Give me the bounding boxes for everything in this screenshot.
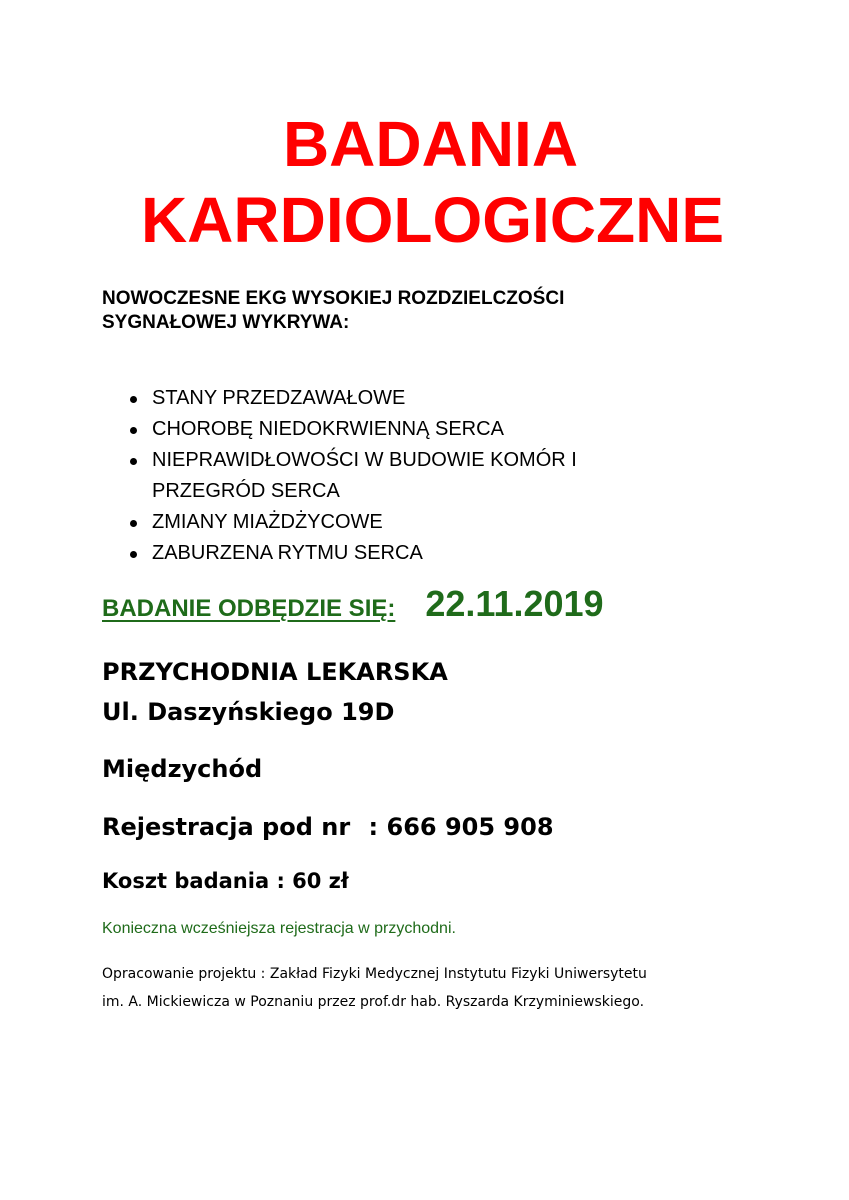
bullet-icon xyxy=(130,396,137,403)
registration xyxy=(102,815,554,839)
list-item-text-continued: PRZEGRÓD SERCA xyxy=(152,480,340,502)
clinic-city: Międzychód xyxy=(102,755,263,783)
findings-list xyxy=(102,383,702,569)
intro-line-1: NOWOCZESNE EKG WYSOKIEJ ROZDZIELCZOŚCI xyxy=(102,288,565,309)
exam-date-value: 22.11.2019 xyxy=(425,583,604,624)
list-item-text: ZMIANY MIAŻDŻYCOWE xyxy=(152,511,383,533)
bullet-icon xyxy=(130,458,137,465)
list-item-text: STANY PRZEDZAWAŁOWE xyxy=(152,387,406,409)
registration-label: Rejestracja pod nr xyxy=(102,813,351,841)
intro-line-2: SYGNAŁOWEJ WYKRYWA: xyxy=(102,312,350,333)
project-credits xyxy=(102,960,762,1016)
registration-separator: : xyxy=(368,813,379,841)
exam-date-label: BADANIE ODBĘDZIE SIĘ: xyxy=(102,595,396,622)
registration-phone: 666 905 908 xyxy=(386,813,554,841)
list-item xyxy=(102,445,702,507)
title-line-2: KARDIOLOGICZNE xyxy=(140,184,725,256)
bullet-icon xyxy=(130,551,137,558)
registration-note: Konieczna wcześniejsza rejestracja w przychodni. xyxy=(102,920,456,937)
exam-date xyxy=(102,583,604,625)
clinic-street: Ul. Daszyńskiego 19D xyxy=(102,698,395,726)
exam-cost: Koszt badania : 60 zł xyxy=(102,869,349,893)
credits-line-1: Opracowanie projektu : Zakład Fizyki Medycznej Instytutu Fizyki Uniwersytetu xyxy=(102,966,647,982)
title-line-1: BADANIA xyxy=(282,108,579,180)
bullet-icon xyxy=(130,520,137,527)
bullet-icon xyxy=(130,427,137,434)
list-item xyxy=(102,383,702,414)
clinic-name: PRZYCHODNIA LEKARSKA xyxy=(102,658,448,686)
list-item xyxy=(102,507,702,538)
intro-text xyxy=(102,287,564,335)
credits-line-2: im. A. Mickiewicza w Poznaniu przez prof.dr hab. Ryszarda Krzyminiewskiego. xyxy=(102,994,645,1010)
list-item-text: NIEPRAWIDŁOWOŚCI W BUDOWIE KOMÓR I xyxy=(152,449,577,471)
list-item-text: CHOROBĘ NIEDOKRWIENNĄ SERCA xyxy=(152,418,504,440)
list-item xyxy=(102,414,702,445)
list-item xyxy=(102,538,702,569)
list-item-text: ZABURZENA RYTMU SERCA xyxy=(152,542,423,564)
